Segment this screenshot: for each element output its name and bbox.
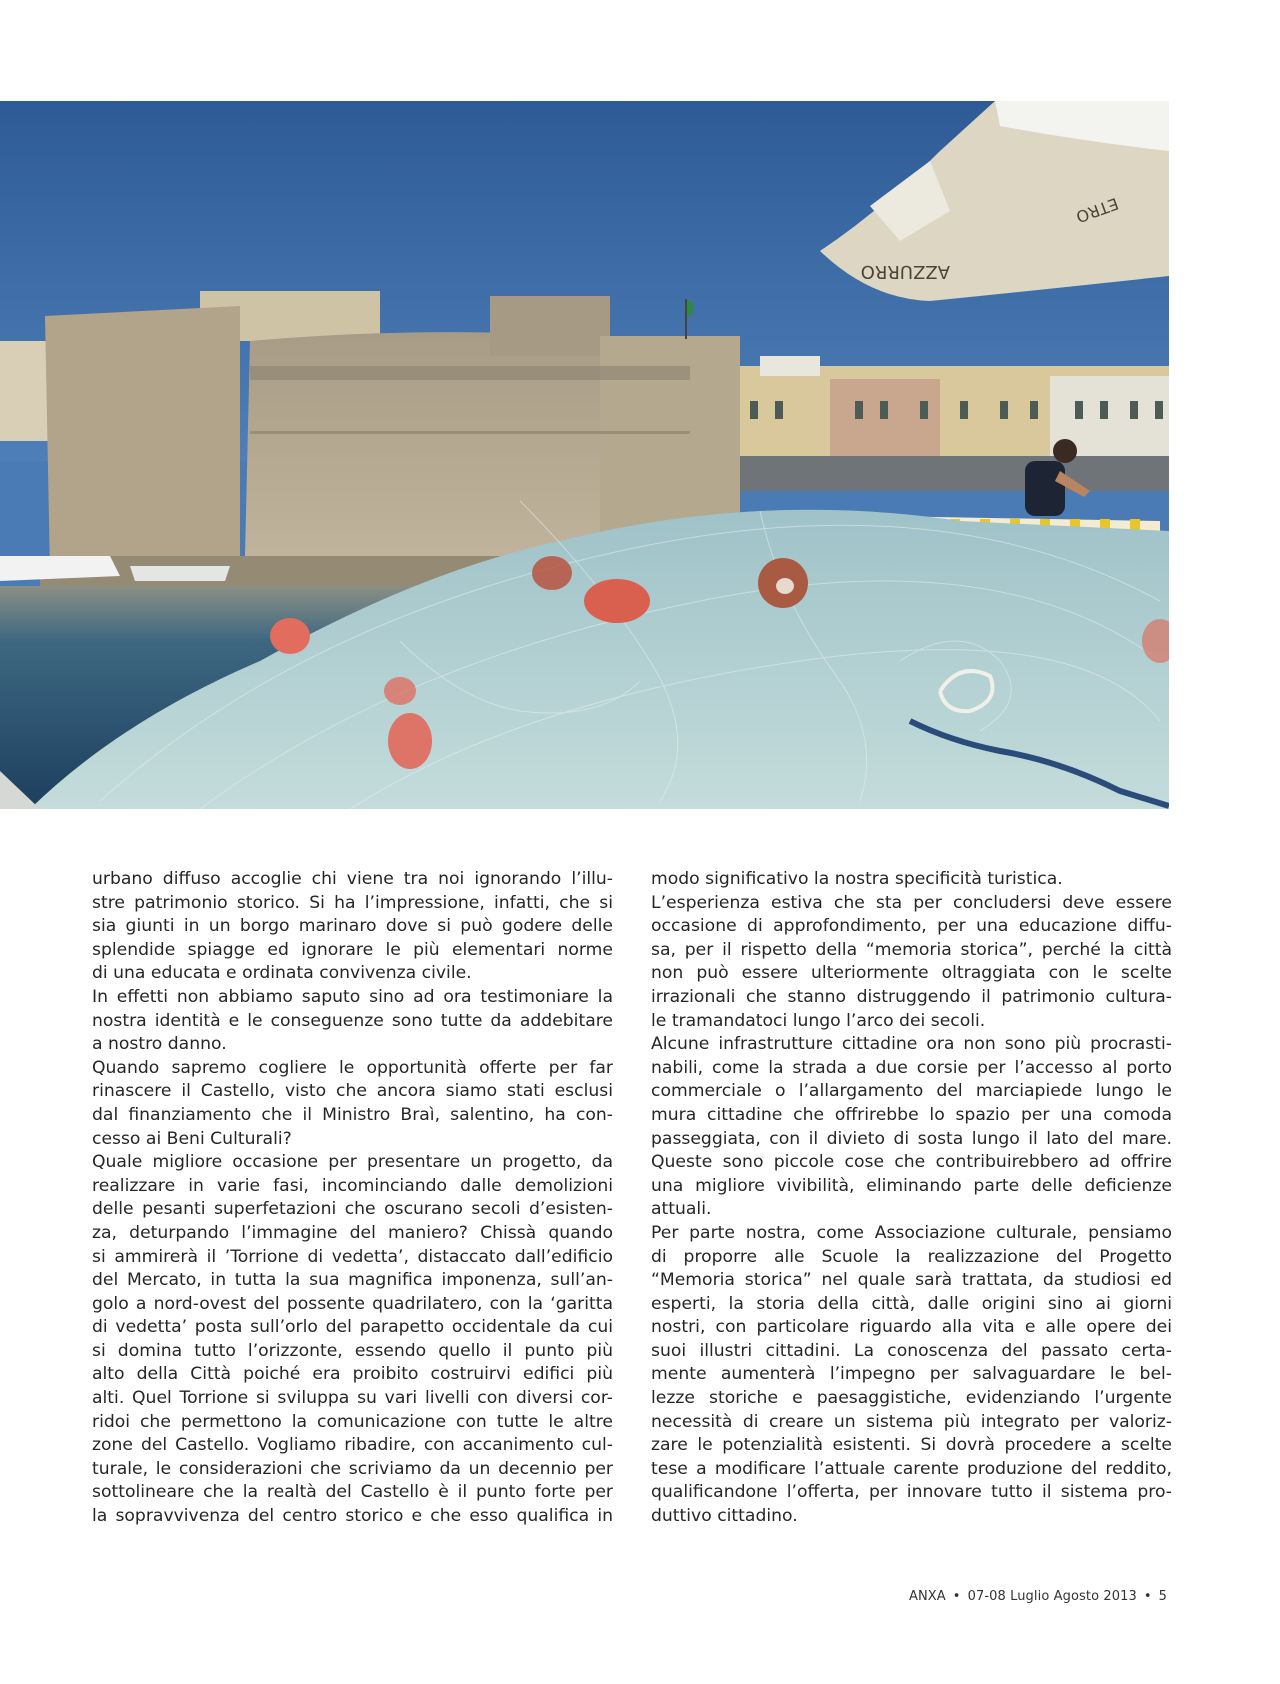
text-line: di proporre alle Scuole la realizzazione del Progetto	[651, 1246, 1172, 1267]
footer-separator: •	[1143, 1589, 1152, 1604]
text-line: modo significativo la nostra specificità turistica.	[651, 869, 1063, 889]
text-line: passeggiata, con il divieto di sosta lungo il lato del mare.	[651, 1128, 1172, 1149]
text-line: splendide spiagge ed ignorare le più elementari norme	[92, 939, 613, 960]
text-line: attuali.	[651, 1199, 712, 1220]
text-line: Per parte nostra, come Associazione culturale, pensiamo	[651, 1222, 1172, 1243]
text-line: suoi illustri cittadini. La conoscenza del passato certa-	[651, 1340, 1172, 1361]
text-line: urbano diffuso accoglie chi viene tra noi ignorando l’illu-	[92, 869, 613, 889]
text-line: Quale migliore occasione per presentare un progetto, da	[92, 1152, 613, 1173]
text-line: Alcune infrastrutture cittadine ora non sono più procrasti-	[651, 1034, 1172, 1055]
text-line: si ammirerà il ’Torrione di vedetta’, distaccato dall’edificio	[92, 1246, 613, 1267]
text-line: irrazionali che stanno distruggendo il patrimonio cultura-	[651, 986, 1172, 1007]
text-line: delle pesanti superfetazioni che oscurano secoli d’esisten-	[92, 1199, 613, 1220]
text-line: si domina tutto l’orizzonte, essendo quello il punto più	[92, 1340, 613, 1361]
text-line: lezze storiche e paesaggistiche, evidenziando l’urgente	[651, 1388, 1172, 1409]
text-line: rinascere il Castello, visto che ancora siamo stati esclusi	[92, 1081, 613, 1102]
page-number: 5	[1158, 1589, 1167, 1604]
text-line: necessità di creare un sistema più integrato per valoriz-	[651, 1411, 1172, 1432]
text-line: Quando sapremo cogliere le opportunità offerte per far	[92, 1057, 613, 1078]
umbrella-text-2: ETRO	[1073, 193, 1122, 227]
text-line: occasione di approfondimento, per una educazione diffu-	[651, 916, 1172, 937]
footer-separator: •	[952, 1589, 961, 1604]
text-line: qualificandone l’offerta, per innovare tutto il sistema pro-	[651, 1482, 1172, 1503]
text-line: del Mercato, in tutta la sua magnifica imponenza, sull’an-	[92, 1270, 613, 1291]
text-line: “Memoria storica” nel quale sarà trattata, da studiosi ed	[651, 1270, 1172, 1291]
text-line: cesso ai Beni Culturali?	[92, 1128, 292, 1149]
text-line: turale, le considerazioni che scriviamo da un decennio per	[92, 1458, 613, 1479]
text-line: zone del Castello. Vogliamo ribadire, con accanimento cul-	[92, 1435, 613, 1456]
text-line: alto della Città poiché era proibito costruirvi edifici più	[92, 1364, 613, 1385]
text-line: a nostro danno.	[92, 1034, 227, 1055]
text-line: la sopravvivenza del centro storico e che esso qualifica in	[92, 1506, 613, 1527]
text-line: nostra identità e le conseguenze sono tutte da addebitare	[92, 1010, 613, 1031]
text-line: nostri, con particolare riguardo alla vita e alle opere dei	[651, 1317, 1172, 1338]
text-line: duttivo cittadino.	[651, 1506, 798, 1527]
buildings-right	[730, 356, 1169, 491]
text-line: stre patrimonio storico. Si ha l’impressione, infatti, che si	[92, 892, 613, 913]
text-line: mente aumenterà l’impegno per salvaguardare le bel-	[651, 1364, 1172, 1385]
article-column-right	[651, 868, 1172, 1529]
page-footer	[909, 1589, 1167, 1604]
text-line: di vedetta’ posta sull’orlo del parapetto occidentale da cui	[92, 1317, 613, 1338]
photo-illustration	[0, 101, 1169, 809]
text-line: commerciale o l’allargamento del marciapiede lungo le	[651, 1081, 1172, 1102]
text-line: nabili, come la strada a due corsie per l’accesso al porto	[651, 1057, 1172, 1078]
text-line: zare le potenzialità esistenti. Si dovrà procedere a scelte	[651, 1435, 1172, 1456]
text-line: sa, per il rispetto della “memoria storica”, perché la città	[651, 939, 1172, 960]
publication-name: ANXA	[908, 1589, 946, 1604]
article-column-left	[92, 868, 613, 1529]
issue-date: 07-08 Luglio Agosto 2013	[967, 1589, 1137, 1604]
text-line: di una educata e ordinata convivenza civile.	[92, 963, 472, 984]
text-line: In effetti non abbiamo saputo sino ad ora testimoniare la	[92, 986, 613, 1007]
text-line: tese a modificare l’attuale carente produzione del reddito,	[651, 1458, 1172, 1479]
text-line: sia giunti in un borgo marinaro dove si può godere delle	[92, 916, 613, 937]
umbrella-text-1: AZZURRO	[860, 261, 950, 282]
text-line: L’esperienza estiva che sta per concludersi deve essere	[651, 892, 1172, 913]
text-line: le tramandatoci lungo l’arco dei secoli.	[651, 1010, 986, 1031]
text-line: mura cittadine che offrirebbe lo spazio per una comoda	[651, 1104, 1172, 1125]
text-line: ridoi che permettono la comunicazione con tutte le altre	[92, 1411, 613, 1432]
text-line: Queste sono piccole cose che contribuirebbero ad offrire	[651, 1152, 1172, 1173]
text-line: una migliore vivibilità, eliminando parte delle deficienze	[651, 1175, 1172, 1196]
text-line: non può essere ulteriormente oltraggiata con le scelte	[651, 963, 1172, 984]
text-line: dal finanziamento che il Ministro Braì, salentino, ha con-	[92, 1104, 613, 1125]
text-line: sottolineare che la realtà del Castello è il punto forte per	[92, 1482, 613, 1503]
castle-harbor-photo	[0, 101, 1169, 809]
text-line: alti. Quel Torrione si sviluppa su vari livelli con diversi cor-	[92, 1388, 613, 1409]
text-line: golo a nord-ovest del possente quadrilatero, con la ‘garitta	[92, 1293, 613, 1314]
text-line: za, deturpando l’immagine del maniero? Chissà quando	[92, 1222, 613, 1243]
text-line: esperti, la storia della città, dalle origini sino ai giorni	[651, 1293, 1172, 1314]
text-line: realizzare in varie fasi, incominciando dalle demolizioni	[92, 1175, 613, 1196]
